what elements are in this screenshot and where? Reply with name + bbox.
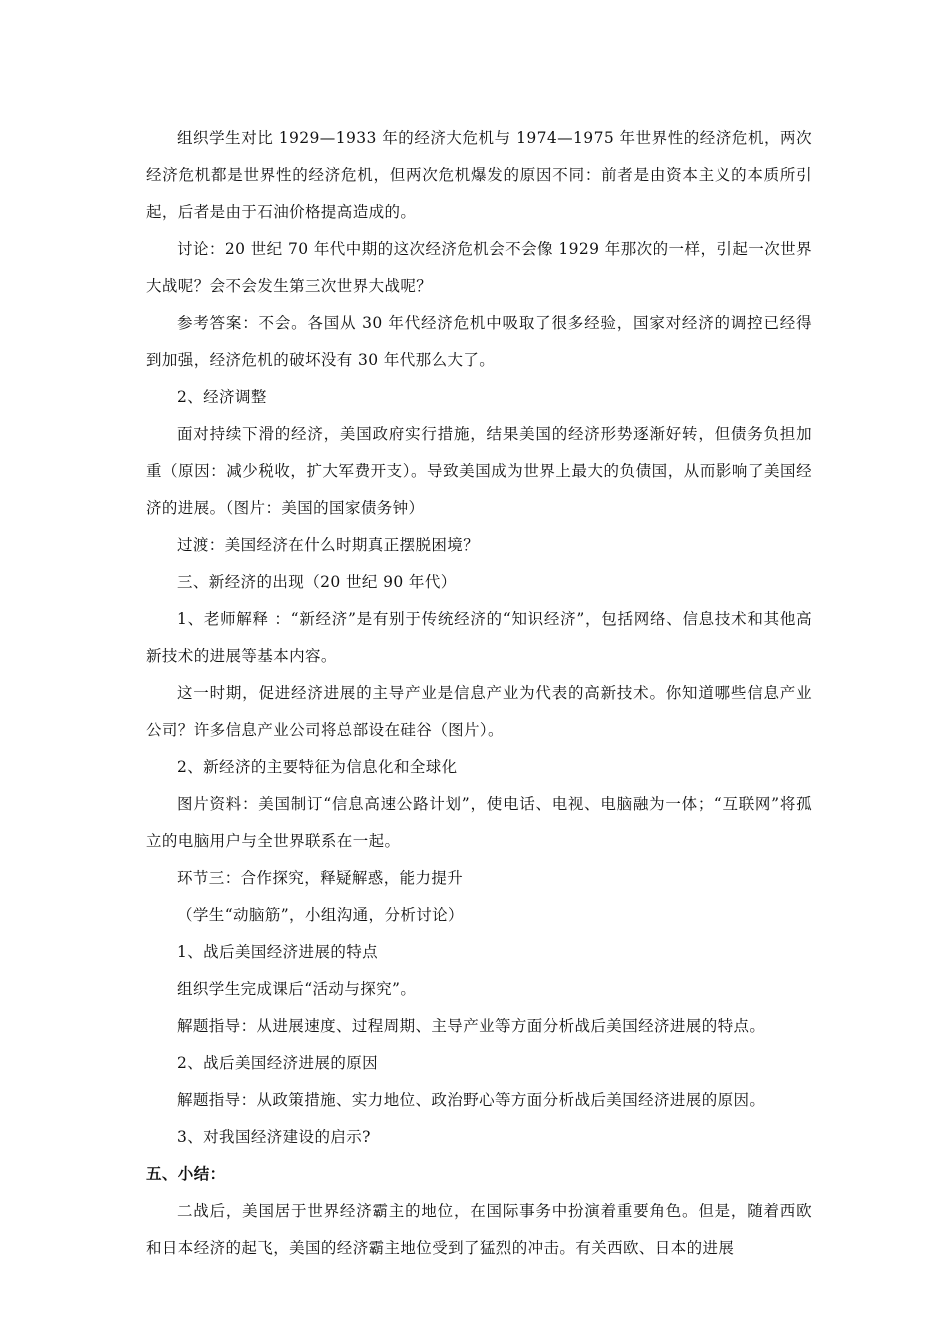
subheading-development-features: 1、战后美国经济进展的特点 [177,943,379,961]
paragraph-crisis-comparison: 组织学生对比 1929—1933 年的经济大危机与 1974—1975 年世界性的经济危机，两次经济危机都是世界性的经济危机，但两次危机爆发的原因不同：前者是由资本主义的本质所引起，后者是由于石油价格提高造成的。 [146,129,812,221]
paragraph-activity-inquiry: 组织学生完成课后“活动与探究”。 [177,980,417,998]
paragraph-information-industry: 这一时期，促进经济进展的主导产业是信息产业为代表的高新技术。你知道哪些信息产业公司？许多信息产业公司将总部设在硅谷（图片）。 [146,684,812,739]
subheading-new-economy: 三、新经济的出现（20 世纪 90 年代） [177,573,457,591]
paragraph-transition: 过渡：美国经济在什么时期真正摆脱困境？ [177,536,480,554]
paragraph-student-activity: （学生“动脑筋”，小组沟通，分析讨论） [177,906,464,924]
paragraph-summary: 二战后，美国居于世界经济霸主的地位，在国际事务中扮演着重要角色。但是，随着西欧和日本经济的起飞，美国的经济霸主地位受到了猛烈的冲击。有关西欧、日本的进展 [146,1202,812,1257]
paragraph-discussion: 讨论：20 世纪 70 年代中期的这次经济危机会不会像 1929 年那次的一样，引起一次世界大战呢？会不会发生第三次世界大战呢？ [146,240,812,295]
document-page [146,120,812,1267]
subheading-enlightenment: 3、对我国经济建设的启示? [177,1128,371,1146]
paragraph-solution-guide-reasons: 解题指导：从政策措施、实力地位、政治野心等方面分析战后美国经济进展的原因。 [177,1091,766,1109]
subheading-development-reasons: 2、战后美国经济进展的原因 [177,1054,379,1072]
subheading-new-economy-features: 2、新经济的主要特征为信息化和全球化 [177,758,458,776]
paragraph-teacher-explanation: 1、老师解释 ：“新经济”是有别于传统经济的“知识经济”，包括网络、信息技术和其他高新技术的进展等基本内容。 [146,610,812,665]
section-heading-summary: 五、小结： [146,1165,226,1183]
paragraph-economic-adjustment: 面对持续下滑的经济，美国政府实行措施，结果美国的经济形势逐渐好转，但债务负担加重（原因：减少税收，扩大军费开支）。导致美国成为世界上最大的负债国，从而影响了美国经济的进展。（图片：美国的国家债务钟） [146,425,812,517]
paragraph-reference-answer: 参考答案：不会。各国从 30 年代经济危机中吸取了很多经验，国家对经济的调控已经得到加强，经济危机的破坏没有 30 年代那么大了。 [146,314,812,369]
subheading-economic-adjustment: 2、经济调整 [177,388,267,406]
paragraph-picture-material: 图片资料：美国制订“信息高速公路计划”，使电话、电视、电脑融为一体；“互联网”将孤立的电脑用户与全世界联系在一起。 [146,795,812,850]
subheading-step-three: 环节三：合作探究，释疑解惑，能力提升 [177,869,464,887]
paragraph-solution-guide-features: 解题指导：从进展速度、过程周期、主导产业等方面分析战后美国经济进展的特点。 [177,1017,766,1035]
